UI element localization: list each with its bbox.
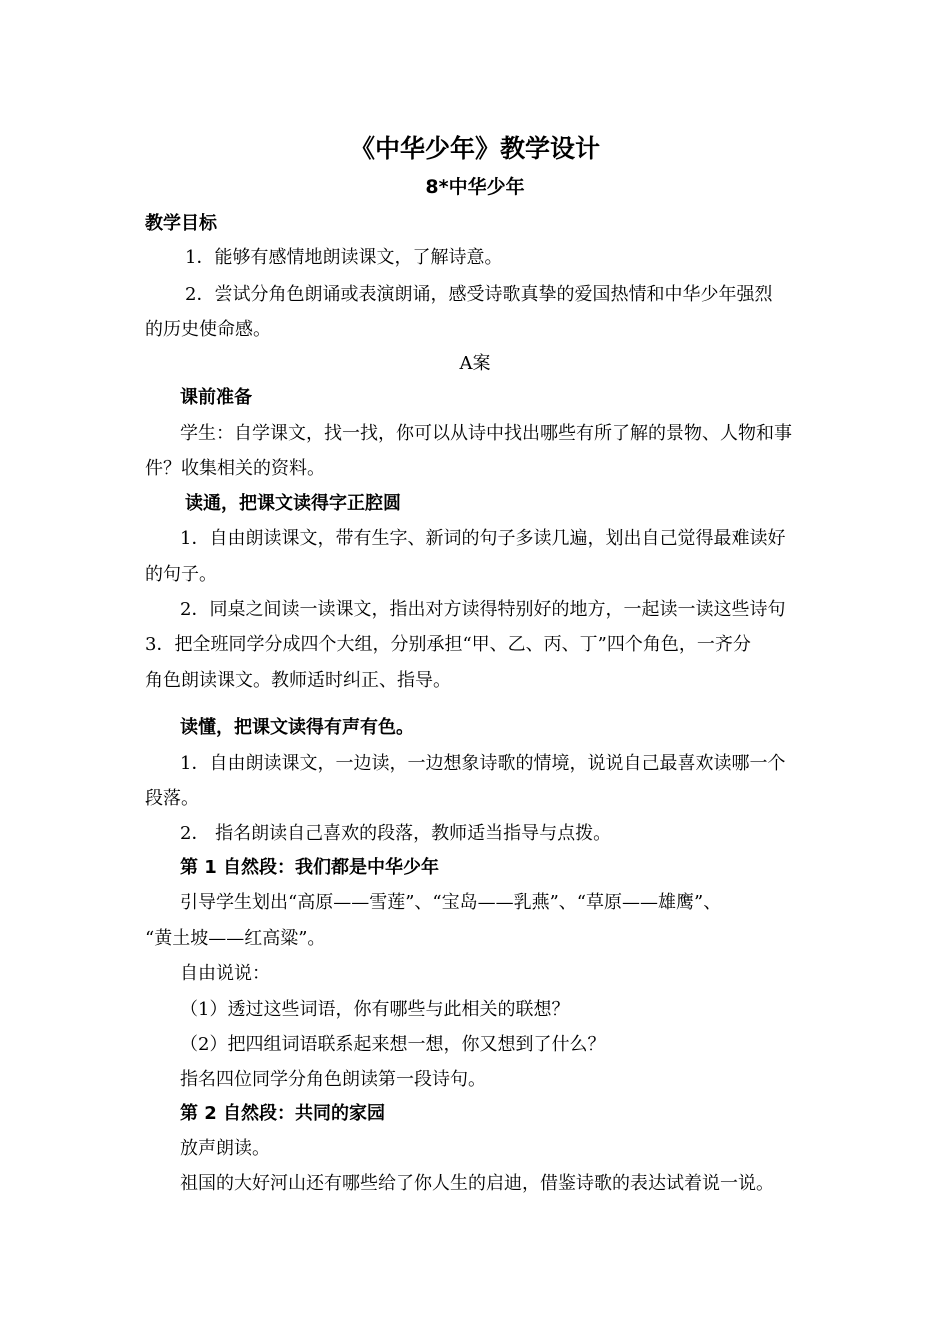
para1-question-1: （1）透过这些词语，你有哪些与此相关的联想？ xyxy=(180,999,570,1020)
para2-line-2: 祖国的大好河山还有哪些给了你人生的启迪，借鉴诗歌的表达试着说一说。 xyxy=(180,1173,774,1194)
plan-label: A案 xyxy=(459,353,491,374)
objective-item-1: 1．能够有感情地朗读课文，了解诗意。 xyxy=(185,247,503,268)
para2-line-1: 放声朗读。 xyxy=(180,1138,270,1159)
read-through-item-1-line-1: 1．自由朗读课文，带有生字、新词的句子多读几遍，划出自己觉得最难读好 xyxy=(180,528,786,549)
para2-heading: 第 2 自然段：共同的家园 xyxy=(180,1103,386,1124)
prep-line-1: 学生：自学课文，找一找，你可以从诗中找出哪些有所了解的景物、人物和事 xyxy=(180,423,792,444)
document-subtitle: 8*中华少年 xyxy=(425,176,525,198)
read-through-item-3-line-1: 3．把全班同学分成四个大组，分别承担“甲、乙、丙、丁”四个角色，一齐分 xyxy=(145,634,751,655)
document-title: 《中华少年》教学设计 xyxy=(349,134,600,163)
read-through-item-2: 2．同桌之间读一读课文，指出对方读得特别好的地方，一起读一读这些诗句 xyxy=(180,599,786,620)
para1-free-talk: 自由说说： xyxy=(180,963,270,984)
read-understand-item-2: 2． 指名朗读自己喜欢的段落，教师适当指导与点拨。 xyxy=(180,823,612,844)
para1-line-2: “黄土坡——红高粱”。 xyxy=(145,928,326,949)
read-through-item-1-line-2: 的句子。 xyxy=(145,564,217,585)
objective-item-2-line-1: 2．尝试分角色朗诵或表演朗诵，感受诗歌真挚的爱国热情和中华少年强烈 xyxy=(185,284,773,305)
prep-line-2: 件？收集相关的资料。 xyxy=(145,458,325,479)
read-through-item-3-line-2: 角色朗读课文。教师适时纠正、指导。 xyxy=(145,670,451,691)
prep-heading: 课前准备 xyxy=(180,387,252,408)
objectives-heading: 教学目标 xyxy=(145,213,217,234)
para1-assign: 指名四位同学分角色朗读第一段诗句。 xyxy=(180,1069,486,1090)
read-understand-item-1-line-1: 1．自由朗读课文，一边读，一边想象诗歌的情境，说说自己最喜欢读哪一个 xyxy=(180,753,786,774)
read-understand-heading: 读懂，把课文读得有声有色。 xyxy=(180,717,414,738)
para1-line-1: 引导学生划出“高原——雪莲”、“宝岛——乳燕”、“草原——雄鹰”、 xyxy=(180,892,722,913)
para1-question-2: （2）把四组词语联系起来想一想，你又想到了什么？ xyxy=(180,1034,606,1055)
para1-heading: 第 1 自然段：我们都是中华少年 xyxy=(180,857,440,878)
read-through-heading: 读通，把课文读得字正腔圆 xyxy=(185,493,401,514)
read-understand-item-1-line-2: 段落。 xyxy=(145,788,199,809)
objective-item-2-line-2: 的历史使命感。 xyxy=(145,319,271,340)
